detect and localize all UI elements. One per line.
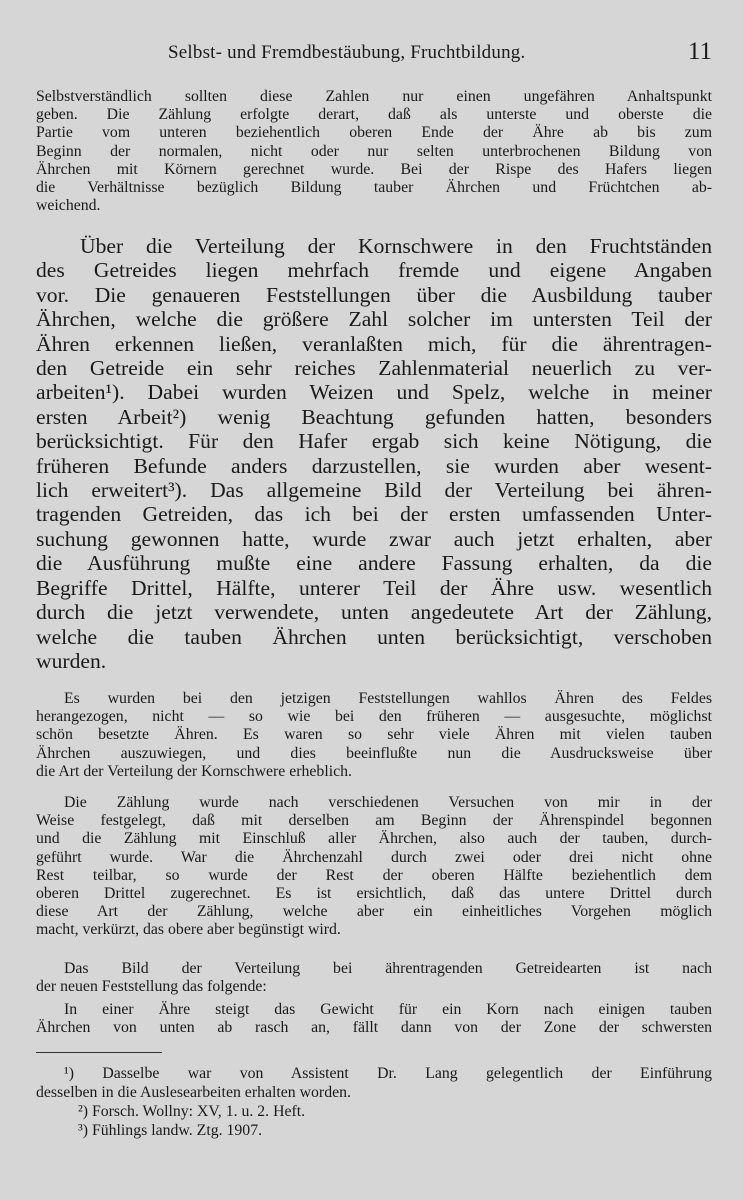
text-line: die Verhältnisse bezüglich Bildung tauber Ährchen und Früchtchen ab-	[36, 179, 712, 197]
text-line: ersten Arbeit²) wenig Beachtung gefunden hatten, besonders	[36, 404, 712, 429]
text-line: arbeiten¹). Dabei wurden Weizen und Spelz, welche in meiner	[36, 380, 712, 405]
page-number: 11	[687, 38, 712, 65]
text-line: früheren Befunde anders darzustellen, sie wurden aber wesent-	[36, 453, 712, 478]
text-line: weichend.	[36, 197, 101, 215]
text-line: die Ausführung mußte eine andere Fassung erhalten, da die	[36, 551, 712, 576]
paragraph-intro	[36, 88, 712, 215]
text-line: lich erweitert³). Das allgemeine Bild der Verteilung bei ähren-	[36, 478, 712, 503]
footnotes	[36, 1064, 712, 1140]
text-line: Rest teilbar, so wurde der Rest der oberen Hälfte beziehentlich dem	[36, 866, 712, 884]
text-line: durch die jetzt verwendete, unten angedeutete Art der Zählung,	[36, 600, 712, 625]
footnote-2: ²) Forsch. Wollny: XV, 1. u. 2. Heft.	[78, 1103, 306, 1120]
text-line: diese Art der Zählung, welche aber ein einheitliches Vorgehen möglich	[36, 903, 712, 921]
text-line: Ähren erkennen ließen, veranlaßten mich, für die ährentragen-	[36, 331, 712, 356]
text-line: geben. Die Zählung erfolgte derart, daß als unterste und oberste die	[36, 106, 712, 124]
text-line: welche die tauben Ährchen unten berücksichtigt, verschoben	[36, 624, 712, 649]
text-line: und die Zählung mit Einschluß aller Ährchen, also auch der tauben, durch-	[36, 830, 712, 848]
text-line: tragenden Getreiden, das ich bei der ersten umfassenden Unter-	[36, 502, 712, 527]
text-line: In einer Ähre steigt das Gewicht für ein Korn nach einigen tauben	[64, 1001, 712, 1018]
paragraph-weight	[36, 1001, 712, 1037]
running-header	[36, 38, 712, 74]
text-line: die Art der Verteilung der Kornschwere erheblich.	[36, 762, 352, 780]
text-line: des Getreides liegen mehrfach fremde und eigene Angaben	[36, 258, 712, 283]
text-line: schön besetzte Ähren. Es waren so sehr viele Ähren mit vielen tauben	[36, 726, 712, 744]
paragraph-picture	[36, 960, 712, 996]
paragraph-counting	[36, 794, 712, 940]
text-line: Es wurden bei den jetzigen Feststellungen wahllos Ähren des Feldes	[64, 690, 712, 707]
text-line: Weise festgelegt, daß mit derselben am Beginn der Ährenspindel begonnen	[36, 812, 712, 830]
text-line: berücksichtigt. Für den Hafer ergab sich keine Nötigung, die	[36, 429, 712, 454]
text-line: herangezogen, nicht — so wie bei den früheren — ausgesuchte, möglichst	[36, 708, 712, 726]
text-line: Über die Verteilung der Kornschwere in den Fruchtständen	[80, 234, 712, 258]
paragraph-main	[36, 234, 712, 673]
text-line: vor. Die genaueren Feststellungen über die Ausbildung tauber	[36, 282, 712, 307]
text-line: geführt wurde. War die Ährchenzahl durch zwei oder drei nicht ohne	[36, 848, 712, 866]
text-line: den Getreide ein sehr reiches Zahlenmaterial neuerlich zu ver-	[36, 356, 712, 381]
footnote-3: ³) Fühlings landw. Ztg. 1907.	[78, 1122, 263, 1139]
text-line: Das Bild der Verteilung bei ährentragenden Getreidearten ist nach	[64, 960, 712, 977]
paragraph-method	[36, 690, 712, 781]
text-line: Ährchen von unten ab rasch an, fällt dann von der Zone der schwersten	[36, 1019, 712, 1037]
text-line: oberen Drittel zugerechnet. Es ist ersichtlich, daß das untere Drittel durch	[36, 885, 712, 903]
text-line: Begriffe Drittel, Hälfte, unterer Teil der Ähre usw. wesentlich	[36, 575, 712, 600]
text-line: Beginn der normalen, nicht oder nur selten unterbrochenen Bildung von	[36, 142, 712, 160]
text-line: Die Zählung wurde nach verschiedenen Versuchen von mir in der	[64, 794, 712, 811]
text-line: der neuen Feststellung das folgende:	[36, 978, 267, 996]
text-line: macht, verkürzt, das obere aber begünstigt wird.	[36, 921, 341, 939]
text-line: Ährchen auszuwiegen, und dies beeinflußte nun die Ausdrucksweise über	[36, 744, 712, 762]
footnote-separator	[36, 1052, 162, 1053]
footnote-1: ¹) Dasselbe war von Assistent Dr. Lang gelegentlich der Einführung	[64, 1065, 712, 1082]
text-line: wurden.	[36, 648, 107, 673]
text-line: Ährchen mit Körnern gerechnet wurde. Bei der Rispe des Hafers liegen	[36, 160, 712, 178]
running-title: Selbst- und Fremdbestäubung, Fruchtbildung.	[168, 42, 526, 63]
footnote-1-cont: desselben in die Auslesearbeiten erhalten worden.	[36, 1084, 351, 1101]
text-line: Ährchen, welche die größere Zahl solcher im untersten Teil der	[36, 307, 712, 332]
text-line: Partie vom unteren beziehentlich oberen Ende der Ähre ab bis zum	[36, 124, 712, 142]
text-line: Selbstverständlich sollten diese Zahlen nur einen ungefähren Anhaltspunkt	[36, 88, 712, 105]
text-line: suchung gewonnen hatte, wurde zwar auch jetzt erhalten, aber	[36, 526, 712, 551]
